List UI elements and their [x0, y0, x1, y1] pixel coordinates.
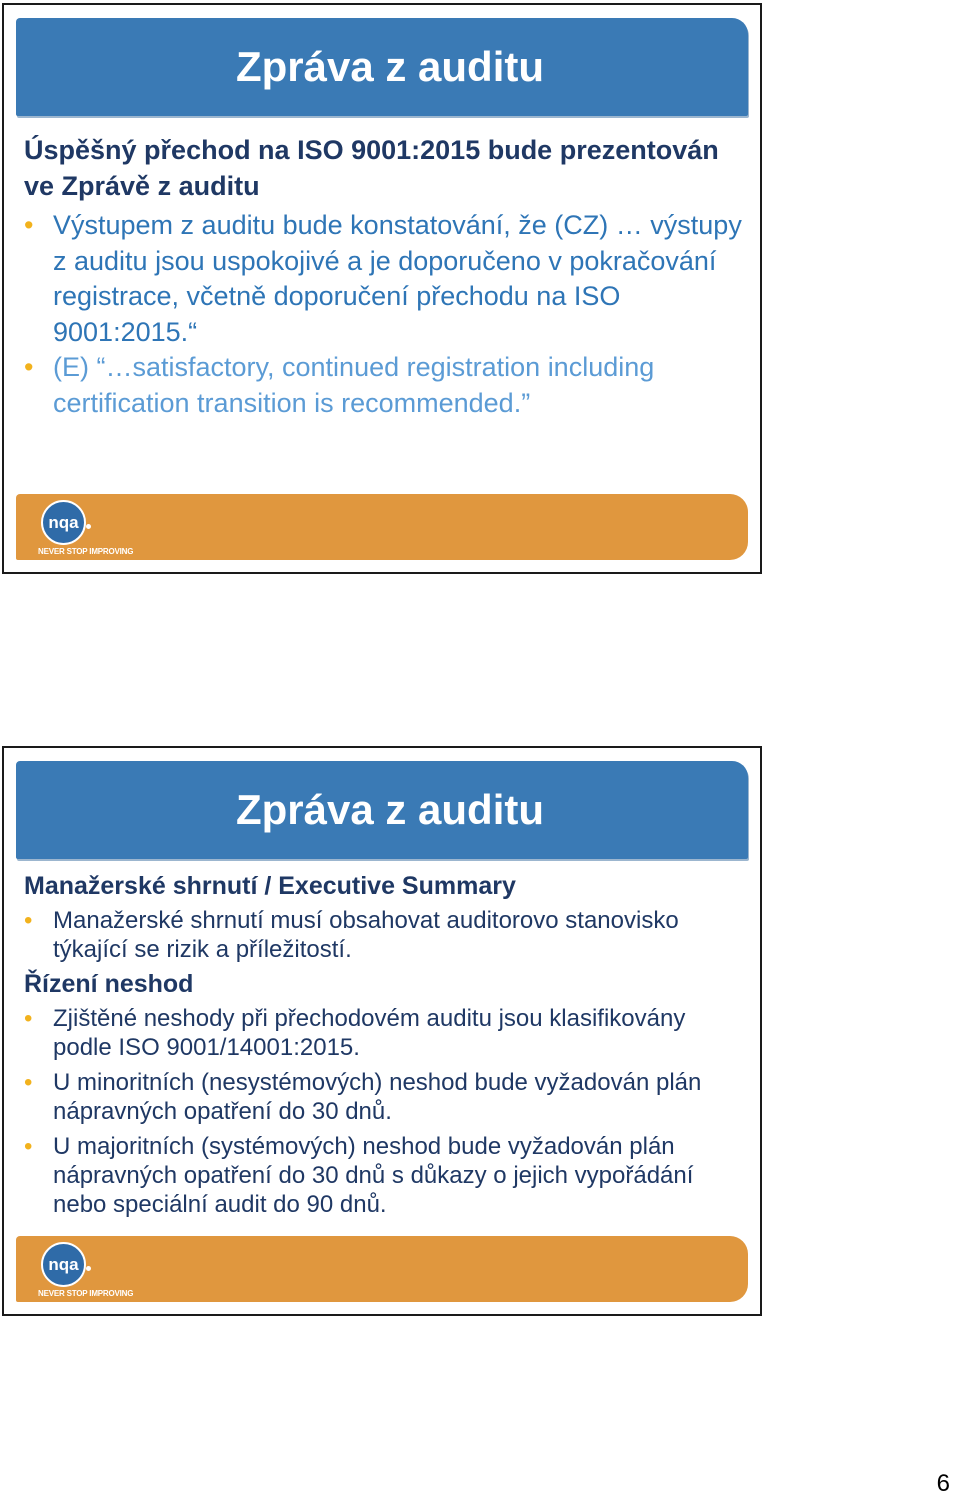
slide-heading: Úspěšný přechod na ISO 9001:2015 bude prezentován ve Zprávě z auditu [24, 135, 719, 201]
slide-content [24, 870, 744, 1225]
slide-1 [2, 3, 762, 574]
logo-tagline: NEVER STOP IMPROVING [38, 1289, 134, 1298]
page-number: 6 [936, 1470, 950, 1497]
logo-text: nqa [41, 500, 86, 545]
logo-tagline: NEVER STOP IMPROVING [38, 547, 134, 556]
bullet-item: • Manažerské shrnutí musí obsahovat auditorovo stanovisko týkající se rizik a příležitostí. [24, 906, 744, 964]
slide-content [24, 132, 750, 421]
footer-bar [16, 1236, 748, 1302]
bullet-item: • Zjištěné neshody při přechodovém auditu jsou klasifikovány podle ISO 9001/14001:2015. [24, 1004, 744, 1062]
bullet-item: • U majoritních (systémových) neshod bude vyžadován plán nápravných opatření do 30 dnů s důkazy o jejich vypořádání nebo speciální audit do 90 dnů. [24, 1132, 744, 1219]
footer-bar [16, 494, 748, 560]
slide-title: Zpráva z auditu [235, 786, 545, 833]
logo-text: nqa [41, 1242, 86, 1287]
bullet-item: • (E) “…satisfactory, continued registration including certification transition is recommended.” [24, 350, 750, 421]
bullet-item: • Výstupem z auditu bude konstatování, že (CZ) … výstupy z auditu jsou uspokojivé a je doporučeno v pokračování registrace, včetně doporučení přechodu na ISO 9001:2015.“ [24, 208, 750, 350]
title-bar [16, 18, 748, 116]
nqa-logo-icon [38, 1242, 148, 1298]
slide-title: Zpráva z auditu [235, 43, 545, 90]
title-bar [16, 761, 748, 859]
nqa-logo-icon [38, 500, 148, 556]
bullet-item: • U minoritních (nesystémových) neshod bude vyžadován plán nápravných opatření do 30 dnů. [24, 1068, 744, 1126]
section-heading-summary: Manažerské shrnutí / Executive Summary [24, 872, 516, 900]
section-heading-nonconformities: Řízení neshod [24, 970, 194, 998]
